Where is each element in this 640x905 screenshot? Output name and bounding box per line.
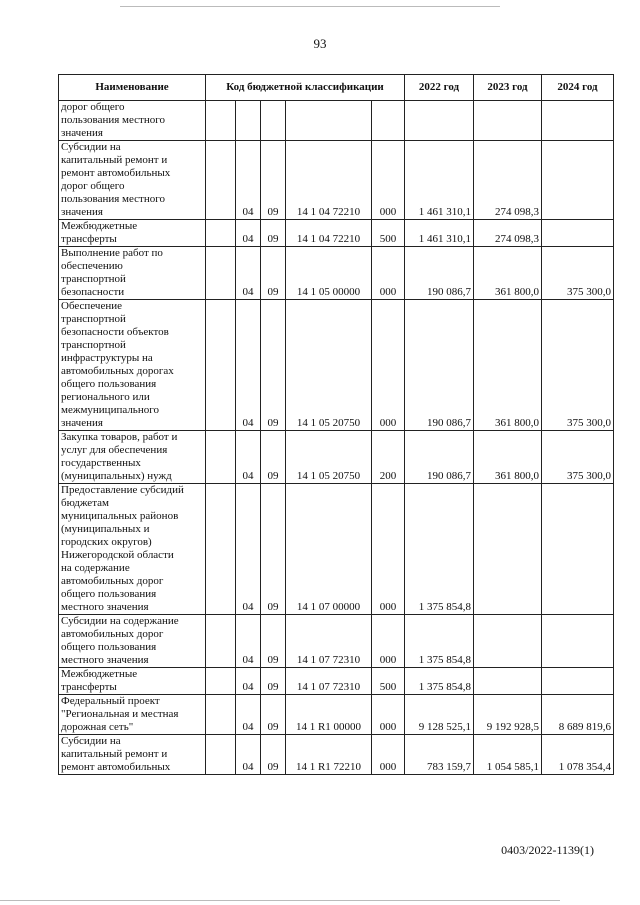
row-value-2024 <box>542 484 614 615</box>
row-subsection: 09 <box>261 247 286 300</box>
header-name: Наименование <box>59 75 206 101</box>
row-code-blank <box>206 695 236 735</box>
row-expense-type: 200 <box>372 431 405 484</box>
table-row <box>59 141 614 220</box>
row-expense-type <box>372 101 405 141</box>
row-code-blank <box>206 484 236 615</box>
row-name: Межбюджетные трансферты <box>59 220 206 247</box>
row-code-blank <box>206 220 236 247</box>
row-value-2023: 361 800,0 <box>474 300 542 431</box>
row-expense-type: 000 <box>372 484 405 615</box>
row-target-article <box>286 101 372 141</box>
row-section: 04 <box>236 220 261 247</box>
row-value-2024: 375 300,0 <box>542 300 614 431</box>
row-code-blank <box>206 247 236 300</box>
row-value-2023: 274 098,3 <box>474 141 542 220</box>
document-code: 0403/2022-1139(1) <box>501 843 594 857</box>
table-row <box>59 101 614 141</box>
row-value-2023: 361 800,0 <box>474 247 542 300</box>
row-value-2024 <box>542 615 614 668</box>
table-row <box>59 300 614 431</box>
row-value-2024 <box>542 141 614 220</box>
header-2023: 2023 год <box>474 75 542 101</box>
header-2022: 2022 год <box>405 75 474 101</box>
row-value-2023 <box>474 615 542 668</box>
row-target-article: 14 1 R1 00000 <box>286 695 372 735</box>
row-name: Межбюджетные трансферты <box>59 668 206 695</box>
row-value-2024 <box>542 220 614 247</box>
row-name: Субсидии на капитальный ремонт и ремонт автомобильных дорог общего пользования местного значения <box>59 141 206 220</box>
row-section: 04 <box>236 300 261 431</box>
row-name: Субсидии на содержание автомобильных дорог общего пользования местного значения <box>59 615 206 668</box>
table-row <box>59 735 614 775</box>
row-subsection <box>261 101 286 141</box>
row-value-2022: 1 461 310,1 <box>405 220 474 247</box>
row-subsection: 09 <box>261 141 286 220</box>
row-subsection: 09 <box>261 300 286 431</box>
page-number: 93 <box>313 36 327 51</box>
row-target-article: 14 1 07 72310 <box>286 615 372 668</box>
row-section: 04 <box>236 615 261 668</box>
row-section: 04 <box>236 141 261 220</box>
row-expense-type: 500 <box>372 668 405 695</box>
table-row <box>59 615 614 668</box>
row-value-2023 <box>474 101 542 141</box>
row-section: 04 <box>236 668 261 695</box>
row-subsection: 09 <box>261 695 286 735</box>
row-target-article: 14 1 05 20750 <box>286 300 372 431</box>
row-value-2022: 1 375 854,8 <box>405 615 474 668</box>
row-expense-type: 000 <box>372 300 405 431</box>
row-subsection: 09 <box>261 735 286 775</box>
row-section <box>236 101 261 141</box>
table-row <box>59 431 614 484</box>
row-value-2022: 190 086,7 <box>405 300 474 431</box>
row-expense-type: 000 <box>372 141 405 220</box>
row-value-2024 <box>542 668 614 695</box>
row-target-article: 14 1 04 72210 <box>286 141 372 220</box>
row-value-2023 <box>474 484 542 615</box>
row-name: дорог общего пользования местного значения <box>59 101 206 141</box>
row-name: Предоставление субсидий бюджетам муниципальных районов (муниципальных и городских округов) Нижегородской области на содержание автомобильных дорог общего пользования местного значения <box>59 484 206 615</box>
row-value-2023: 361 800,0 <box>474 431 542 484</box>
row-target-article: 14 1 07 00000 <box>286 484 372 615</box>
scan-artifact-bottom-line <box>0 900 560 901</box>
row-value-2022: 1 461 310,1 <box>405 141 474 220</box>
row-value-2023: 274 098,3 <box>474 220 542 247</box>
row-name: Выполнение работ по обеспечению транспортной безопасности <box>59 247 206 300</box>
scan-artifact-top-line <box>120 6 500 7</box>
row-name: Закупка товаров, работ и услуг для обеспечения государственных (муниципальных) нужд <box>59 431 206 484</box>
row-target-article: 14 1 05 20750 <box>286 431 372 484</box>
row-name: Субсидии на капитальный ремонт и ремонт автомобильных <box>59 735 206 775</box>
row-value-2022: 1 375 854,8 <box>405 484 474 615</box>
row-value-2024: 375 300,0 <box>542 431 614 484</box>
row-expense-type: 500 <box>372 220 405 247</box>
row-code-blank <box>206 141 236 220</box>
table-row <box>59 220 614 247</box>
header-2024: 2024 год <box>542 75 614 101</box>
row-value-2024: 1 078 354,4 <box>542 735 614 775</box>
row-value-2022: 190 086,7 <box>405 247 474 300</box>
row-value-2024: 375 300,0 <box>542 247 614 300</box>
row-code-blank <box>206 300 236 431</box>
row-code-blank <box>206 615 236 668</box>
row-value-2022 <box>405 101 474 141</box>
row-value-2022: 190 086,7 <box>405 431 474 484</box>
row-target-article: 14 1 05 00000 <box>286 247 372 300</box>
header-code: Код бюджетной классификации <box>206 75 405 101</box>
budget-table <box>58 74 614 775</box>
row-value-2022: 1 375 854,8 <box>405 668 474 695</box>
row-expense-type: 000 <box>372 695 405 735</box>
row-section: 04 <box>236 484 261 615</box>
row-section: 04 <box>236 431 261 484</box>
row-target-article: 14 1 R1 72210 <box>286 735 372 775</box>
table-header-row <box>59 75 614 101</box>
row-code-blank <box>206 735 236 775</box>
row-value-2024: 8 689 819,6 <box>542 695 614 735</box>
table-row <box>59 247 614 300</box>
row-section: 04 <box>236 695 261 735</box>
row-subsection: 09 <box>261 484 286 615</box>
row-name: Федеральный проект "Региональная и местная дорожная сеть" <box>59 695 206 735</box>
table-row <box>59 668 614 695</box>
table-row <box>59 484 614 615</box>
row-value-2022: 9 128 525,1 <box>405 695 474 735</box>
row-section: 04 <box>236 247 261 300</box>
row-expense-type: 000 <box>372 247 405 300</box>
row-target-article: 14 1 07 72310 <box>286 668 372 695</box>
row-subsection: 09 <box>261 220 286 247</box>
row-subsection: 09 <box>261 431 286 484</box>
row-subsection: 09 <box>261 668 286 695</box>
row-value-2022: 783 159,7 <box>405 735 474 775</box>
row-target-article: 14 1 04 72210 <box>286 220 372 247</box>
row-subsection: 09 <box>261 615 286 668</box>
row-value-2024 <box>542 101 614 141</box>
row-value-2023: 1 054 585,1 <box>474 735 542 775</box>
table-row <box>59 695 614 735</box>
row-value-2023: 9 192 928,5 <box>474 695 542 735</box>
row-value-2023 <box>474 668 542 695</box>
row-section: 04 <box>236 735 261 775</box>
row-code-blank <box>206 668 236 695</box>
row-code-blank <box>206 101 236 141</box>
row-expense-type: 000 <box>372 735 405 775</box>
row-name: Обеспечение транспортной безопасности объектов транспортной инфраструктуры на автомобильных дорогах общего пользования регионального или межмуниципального значения <box>59 300 206 431</box>
row-code-blank <box>206 431 236 484</box>
row-expense-type: 000 <box>372 615 405 668</box>
